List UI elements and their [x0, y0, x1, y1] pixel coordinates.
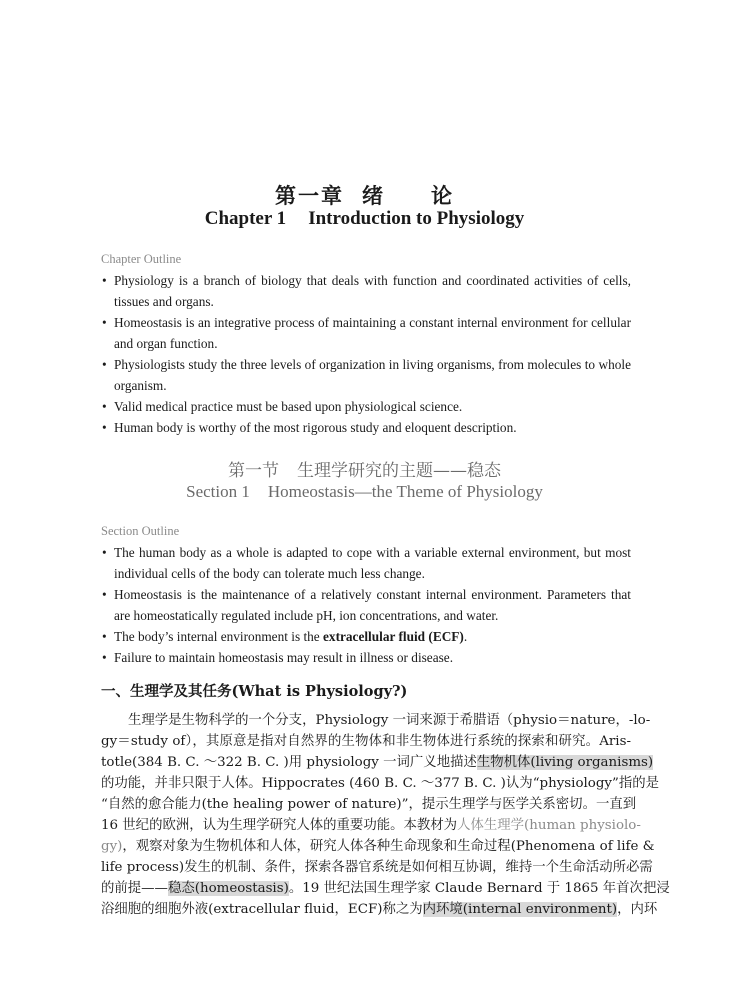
chapter-title-en: Chapter 1 Introduction to Physiology: [204, 208, 525, 229]
list-item: • The human body as a whole is adapted to cope with a variable external environment, but most individual cells of the body can tolerate much less change.: [101, 542, 631, 584]
paragraph-line: 的功能，并非只限于人体。Hippocrates (460 B. C. ～377 B. C. )认为“physiology”指的是: [101, 776, 660, 791]
list-item: • Valid medical practice must be based upon physiological science.: [101, 396, 631, 417]
list-item: • Physiology is a branch of biology that deals with function and coordinated activities of cells, tissues and organs.: [101, 270, 631, 312]
paragraph-line: gy)，观察对象为生物机体和人体，研究人体各种生命现象和生命过程(Phenomena of life &: [101, 839, 655, 854]
paragraph-line: 16 世纪的欧洲，认为生理学研究人体的重要功能。本教材为人体生理学(human physiolo-: [101, 818, 641, 833]
section-title-cn: 第一节 生理学研究的主题——稳态: [228, 461, 501, 481]
chapter-outline-list: [101, 270, 631, 438]
list-item: • Human body is worthy of the most rigorous study and eloquent description.: [101, 417, 631, 438]
paragraph-line: “自然的愈合能力(the healing power of nature)”，提示生理学与医学关系密切。一直到: [101, 797, 637, 812]
gray-term: gy): [101, 839, 123, 854]
paragraph-line: totle(384 B. C. ～322 B. C. )用 physiology 一词广义地描述生物机体(living organisms): [101, 755, 654, 770]
list-item: • The body’s internal environment is the extracellular fluid (ECF).: [101, 626, 631, 647]
highlighted-term: 稳态(homeostasis): [167, 881, 289, 896]
list-item: • Failure to maintain homeostasis may result in illness or disease.: [101, 647, 631, 668]
highlighted-term: 生物机体(living organisms): [476, 755, 654, 770]
paragraph-line: 浴细胞的细胞外液(extracellular fluid，ECF)称之为内环境(internal environment)，内环: [101, 902, 658, 917]
paragraph-line: 生理学是生物科学的一个分支，Physiology 一词来源于希腊语（physio＝nature，-lo-: [128, 713, 651, 728]
section-title-en: Section 1 Homeostasis—the Theme of Physiology: [186, 482, 543, 501]
chapter-outline-label: Chapter Outline: [101, 252, 182, 266]
highlighted-term: 内环境(internal environment): [422, 902, 618, 917]
list-item: • Homeostasis is the maintenance of a relatively constant internal environment. Parameters that are homeostatically regulated include pH, ion concentrations, and water.: [101, 584, 631, 626]
section-outline-list: [101, 542, 631, 668]
paragraph-line: life process)发生的机制、条件，探索各器官系统是如何相互协调，维持一个生命活动所必需: [101, 860, 653, 875]
paragraph-line: gy＝study of），其原意是指对自然界的生物体和非生物体进行系统的探索和研究。Aris-: [101, 734, 631, 749]
paragraph-line: 的前提——稳态(homeostasis)。19 世纪法国生理学家 Claude Bernard 于 1865 年首次把浸: [101, 881, 670, 896]
subsection-heading: 一、生理学及其任务(What is Physiology?): [101, 683, 408, 700]
body-paragraph: [101, 710, 670, 920]
section-outline-label: Section Outline: [101, 524, 180, 538]
gray-term: 人体生理学(human physiolo-: [457, 818, 641, 833]
list-item: • Homeostasis is an integrative process of maintaining a constant internal environment for cellular and organ function.: [101, 312, 631, 354]
ecf-term: extracellular fluid (ECF): [323, 629, 464, 644]
list-item: • Physiologists study the three levels of organization in living organisms, from molecules to whole organism.: [101, 354, 631, 396]
chapter-title-cn: 第一章 绪 论: [275, 183, 454, 208]
